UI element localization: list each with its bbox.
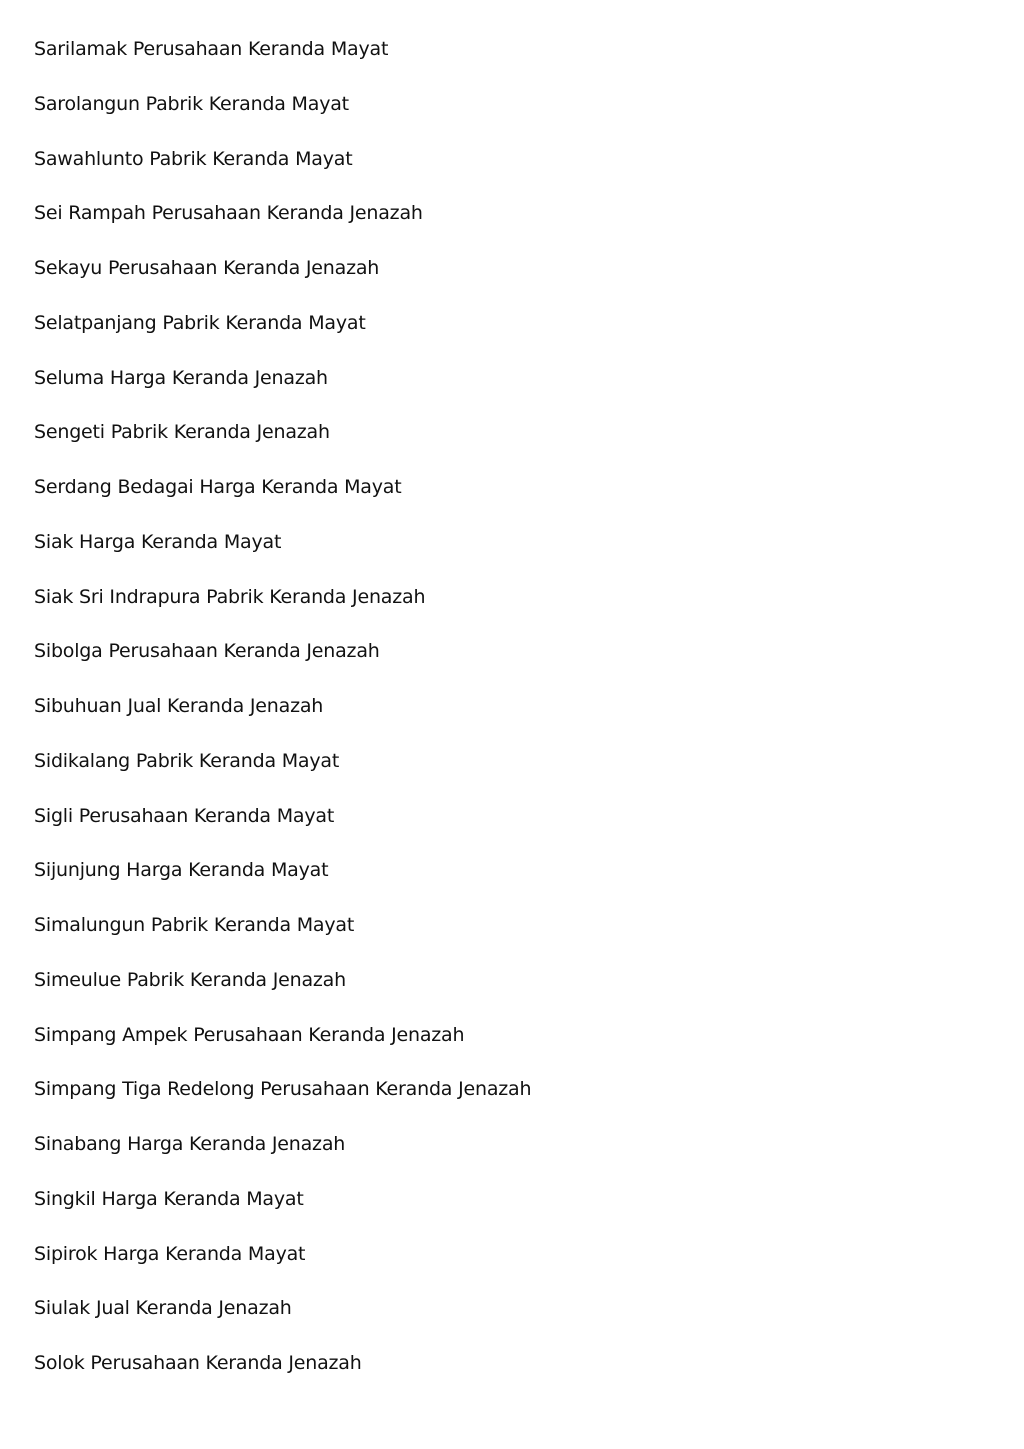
list-item: Sigli Perusahaan Keranda Mayat — [34, 804, 335, 827]
list-item: Solok Perusahaan Keranda Jenazah — [34, 1352, 362, 1374]
list-item: Simpang Tiga Redelong Perusahaan Keranda Jenazah — [34, 1078, 532, 1101]
list-item: Sawahlunto Pabrik Keranda Mayat — [34, 147, 353, 170]
list-item: Sibuhuan Jual Keranda Jenazah — [34, 695, 324, 717]
list-item: Sengeti Pabrik Keranda Jenazah — [34, 421, 330, 444]
list-item: Sekayu Perusahaan Keranda Jenazah — [34, 257, 380, 279]
list-item: Sipirok Harga Keranda Mayat — [34, 1242, 306, 1265]
list-item: Sarolangun Pabrik Keranda Mayat — [34, 92, 349, 115]
list-item: Simalungun Pabrik Keranda Mayat — [34, 914, 355, 936]
list-item: Simpang Ampek Perusahaan Keranda Jenazah — [34, 1023, 465, 1046]
list-item: Singkil Harga Keranda Mayat — [34, 1187, 304, 1210]
list-item: Sinabang Harga Keranda Jenazah — [34, 1133, 346, 1155]
list-item: Sarilamak Perusahaan Keranda Mayat — [34, 38, 389, 60]
list-item: Selatpanjang Pabrik Keranda Mayat — [34, 311, 366, 334]
list-item: Seluma Harga Keranda Jenazah — [34, 366, 328, 389]
list-item: Siulak Jual Keranda Jenazah — [34, 1297, 292, 1320]
list-item: Sijunjung Harga Keranda Mayat — [34, 859, 329, 882]
list-item: Sei Rampah Perusahaan Keranda Jenazah — [34, 202, 423, 225]
list-item: Serdang Bedagai Harga Keranda Mayat — [34, 476, 402, 498]
list-item: Sidikalang Pabrik Keranda Mayat — [34, 749, 340, 772]
location-list — [34, 34, 531, 1403]
list-item: Siak Sri Indrapura Pabrik Keranda Jenazah — [34, 585, 426, 608]
list-item: Siak Harga Keranda Mayat — [34, 530, 282, 553]
list-item: Sibolga Perusahaan Keranda Jenazah — [34, 640, 380, 663]
list-item: Simeulue Pabrik Keranda Jenazah — [34, 968, 346, 991]
